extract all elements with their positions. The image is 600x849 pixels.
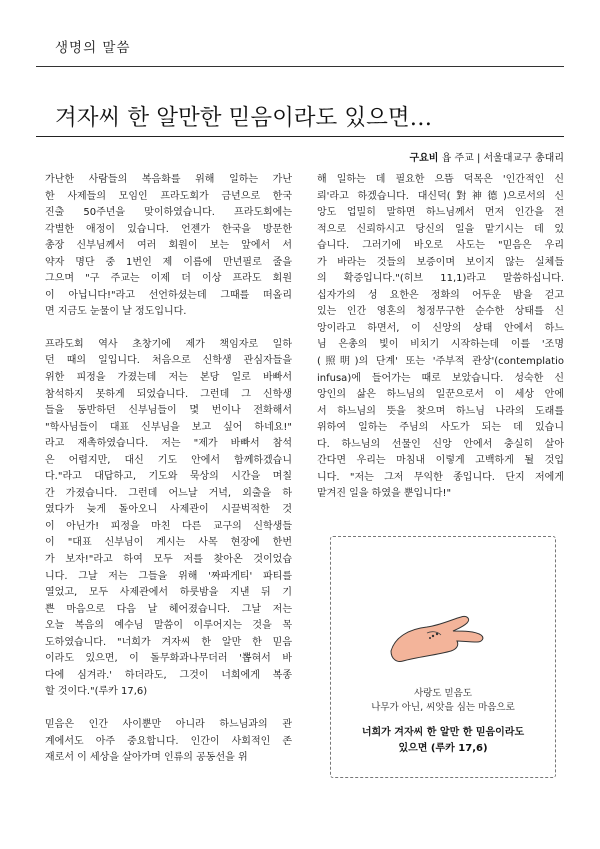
section-divider xyxy=(36,66,564,67)
text-line: 오늘 복음의 예수님 말씀이 이루어지는 것을 목 xyxy=(45,620,292,632)
text-line: 진출 50주년을 맞이하였습니다. 프라도회에는 xyxy=(45,207,292,219)
text-line: 였다가 늦게 돌아오니 사제관이 시끌벅적한 것 xyxy=(45,504,292,516)
text-line: 있는 인간 영혼의 청정무구한 순수한 상태를 신 xyxy=(317,306,564,318)
text-line: 할 것이다."(루카 17,6) xyxy=(45,686,148,698)
text-line: 니다. "저는 그저 무익한 종입니다. 단지 저에게 xyxy=(317,471,564,483)
byline xyxy=(409,149,564,164)
scripture-verse-line2: 있으면 (루카 17,6) xyxy=(398,743,488,754)
text-line: 의 확증입니다."(히브 11,1)라고 말씀하십니다. xyxy=(317,273,564,285)
text-line: 총장 신부님께서 여러 회원이 보는 앞에서 서 xyxy=(45,240,292,252)
text-line: 이라도 있으면, 이 돌무화과나무더러 '뽑혀서 바 xyxy=(45,653,292,665)
text-line: infusa)에 들어가는 때로 보았습니다. 성숙한 신 xyxy=(317,372,564,384)
text-line: 위하여 일하는 주님의 사도가 되는 데 있습니 xyxy=(317,422,564,434)
text-line: 가난한 사람들의 복음화를 위해 일하는 가난 xyxy=(45,174,292,185)
text-line: 맡겨진 일을 하였을 뿐입니다!" xyxy=(317,488,452,500)
text-line: 십자가의 성 요한은 정화의 어두운 밤을 걷고 xyxy=(317,289,564,301)
text-line: 습니다. 그러기에 바오로 사도는 "믿음은 우리 xyxy=(317,240,564,252)
text-line: "학사님들이 대표 신부님을 보고 싶어 하네요!" xyxy=(45,421,292,433)
illustration-caption-line2: 나무가 아닌, 씨앗을 심는 마음으로 xyxy=(371,702,515,713)
text-line: 다."라고 대답하고, 기도와 묵상의 시간을 며칠 xyxy=(45,471,292,483)
text-line: 다. 하느님의 선물인 신앙 안에서 충실히 살아 xyxy=(317,438,564,450)
text-line: 약자 명단 중 1번인 제 이름에 만년필로 줄을 xyxy=(45,256,292,268)
text-line: 서 하느님의 뜻을 찾으며 하느님 나라의 도래를 xyxy=(317,405,564,417)
text-line: 앙도 업밀히 말하면 하느님께서 먼저 인간을 전 xyxy=(317,207,564,219)
text-line: 믿음은 인간 사이뿐만 아니라 하느님과의 관 xyxy=(45,718,292,730)
text-line: 이 "대표 신부님이 계시는 사목 현장에 한번 xyxy=(45,537,292,549)
text-line: (照明)의 단계' 또는 '주부적 관상'(contemplatio xyxy=(317,356,564,368)
left-column-paragraph xyxy=(45,172,292,321)
text-line: 참석하지 못하게 되었습니다. 그런데 그 신학생 xyxy=(45,388,292,400)
illustration-box xyxy=(330,536,556,778)
right-column xyxy=(317,172,564,503)
text-line: 라고 재촉하였습니다. 저는 "제가 바빠서 참석 xyxy=(45,438,292,450)
text-line: 프라도회 역사 초창기에 제가 책임자로 일하 xyxy=(45,338,292,350)
left-column-paragraph xyxy=(45,337,292,701)
hand-with-seed-icon xyxy=(387,607,487,667)
illustration-caption-line1: 사랑도 믿음도 xyxy=(413,688,473,699)
text-line: 각별한 애정이 있습니다. 언젠가 한국을 방문한 xyxy=(45,223,292,235)
text-line: 한 사제들의 모임인 프라도회가 금년으로 한국 xyxy=(45,190,292,202)
text-line: 도하였습니다. "너희가 겨자씨 한 알만 한 믿음 xyxy=(45,636,292,648)
text-line: 면 지금도 눈물이 날 정도입니다. xyxy=(45,306,187,318)
text-line: 해 일하는 데 필요한 으뜸 덕목은 '인간적인 신 xyxy=(317,174,564,185)
text-line: 가 바라는 것들의 보증이며 보이지 않는 실체들 xyxy=(317,256,564,268)
author-name: 구요비 xyxy=(409,153,439,164)
right-column-paragraph xyxy=(317,172,564,503)
text-line: 쁜 마음으로 다음 날 헤어졌습니다. 그날 저는 xyxy=(45,603,292,615)
text-line: 열었고, 모두 사제관에서 하룻밤을 지낸 뒤 기 xyxy=(45,587,292,599)
scripture-verse-line1: 너희가 겨자씨 한 알만 한 믿음이라도 xyxy=(361,727,525,738)
text-line: 계에서도 아주 중요합니다. 인간이 사회적인 존 xyxy=(45,735,292,747)
text-line: 이 아닙니다!"라고 선언하셨는데 그때를 떠올리 xyxy=(45,289,292,301)
text-line: 위한 피정을 가졌는데 저는 본당 일로 바빠서 xyxy=(45,372,292,384)
text-line: 앙인의 삶은 하느님의 일꾼으로서 이 세상 안에 xyxy=(317,389,564,401)
text-line: 니다. 그날 저는 그들을 위해 '짜파게티' 파티를 xyxy=(45,570,292,582)
text-line: 은 어렵지만, 대신 기도 안에서 함께하겠습니 xyxy=(45,454,292,466)
text-line: 간 가졌습니다. 그런데 어느날 거녁, 외출을 하 xyxy=(45,487,292,499)
author-role: 욥 주교 | 서울대교구 총대리 xyxy=(441,153,564,164)
section-label: 생명의 말씀 xyxy=(55,40,131,56)
article-title: 겨자씨 한 알만한 믿음이라도 있으면… xyxy=(55,105,433,131)
title-divider xyxy=(36,136,564,137)
text-line: 재로서 이 세상을 살아가며 인류의 공동선을 위 xyxy=(45,752,248,764)
text-line: 다에 심겨라.' 하더라도, 그것이 너희에게 복종 xyxy=(45,669,292,681)
text-line: 님 은총의 빛이 비치기 시작하는데 이를 '조명 xyxy=(317,339,564,351)
text-line: 들을 동반하던 신부님들이 몇 번이나 전화해서 xyxy=(45,405,292,417)
left-column-paragraph xyxy=(45,717,292,767)
scripture-verse xyxy=(331,725,555,757)
text-line: 이 아닌가! 피정을 마친 다른 교구의 신학생들 xyxy=(45,520,292,532)
text-line: 던 때의 일입니다. 처음으로 신학생 관심자들을 xyxy=(45,355,292,367)
text-line: 그으며 "구 주교는 이제 더 이상 프라도 회원 xyxy=(45,273,292,285)
left-column xyxy=(45,172,292,767)
text-line: 적으로 신뢰하시고 당신의 일을 맡기시는 데 있 xyxy=(317,223,564,235)
text-line: 앙이라고 하면서, 이 신앙의 상태 안에서 하느 xyxy=(317,322,564,334)
text-line: 뢰'라고 하겠습니다. 대신덕(對神德)으로서의 신 xyxy=(317,190,564,202)
text-line: 간다면 우리는 마침내 이렇게 고백하게 될 것입 xyxy=(317,455,564,467)
text-line: 가 보자!"라고 하여 모두 저를 찾아온 것이었습 xyxy=(45,554,292,566)
